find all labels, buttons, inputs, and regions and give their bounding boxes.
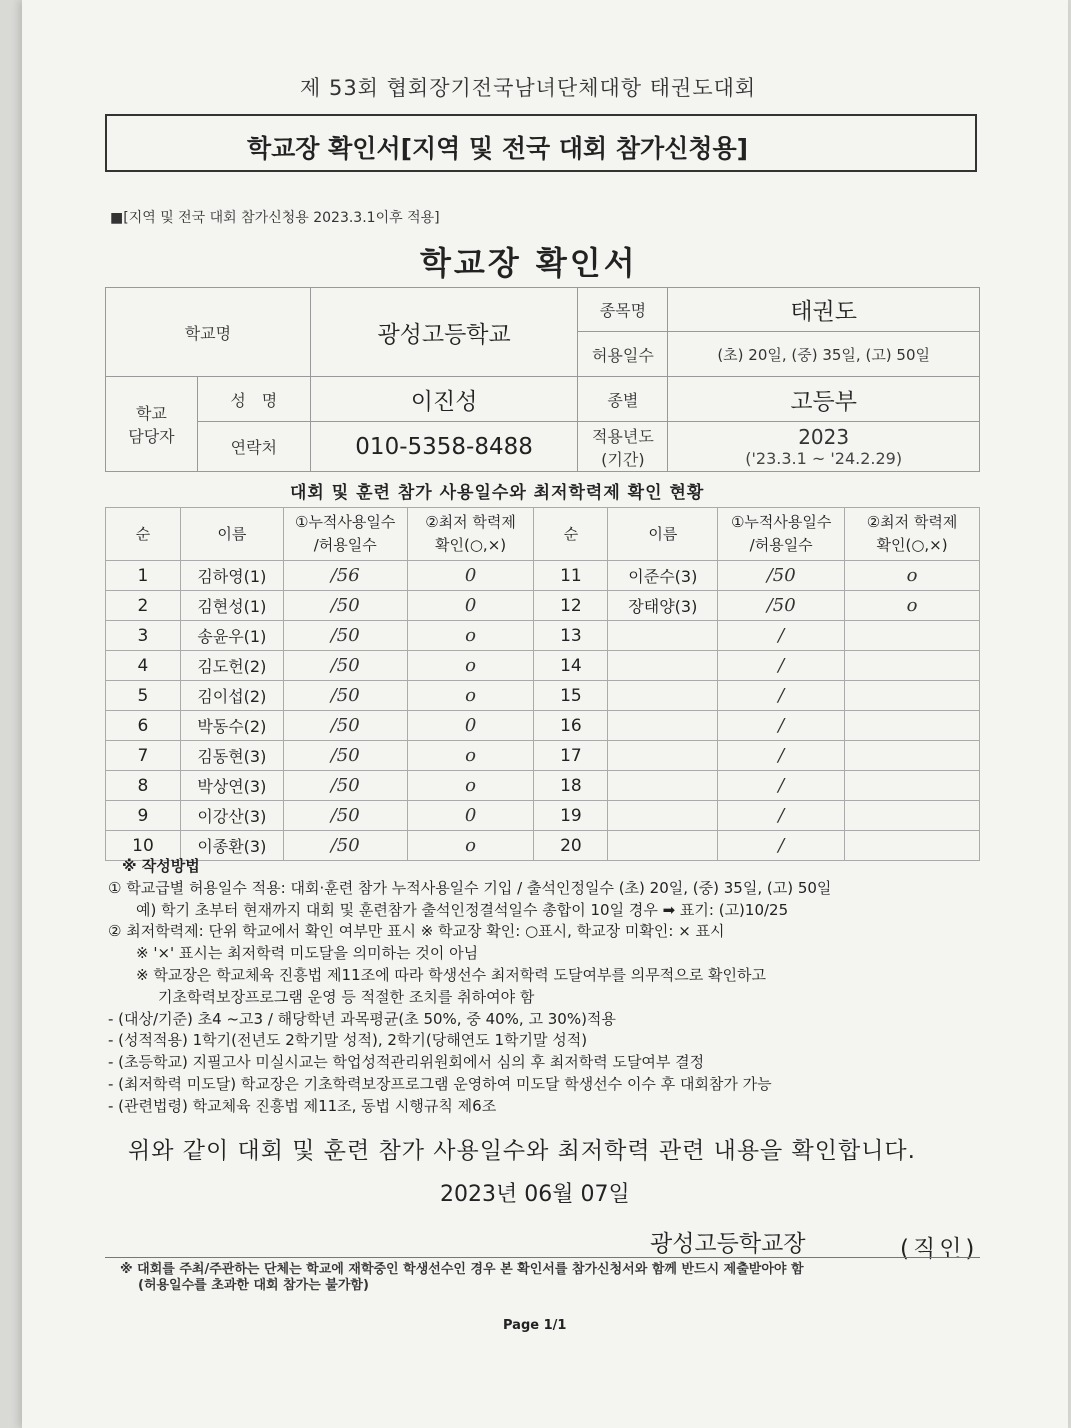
days-used: /50 (283, 621, 407, 651)
row-number: 9 (106, 801, 181, 831)
row-number: 7 (106, 741, 181, 771)
row-number: 10 (106, 831, 181, 861)
row-number: 15 (534, 681, 608, 711)
header-acad-line1: ②최저 학력제 (425, 513, 516, 531)
header-days-line2: /허용일수 (749, 536, 813, 554)
contact-label: 연락처 (197, 422, 310, 472)
header-days-line1: ①누적사용일수 (730, 513, 832, 531)
student-name: 송윤우(1) (180, 621, 283, 651)
academic-check: o (407, 831, 534, 861)
student-name: 이종환(3) (180, 831, 283, 861)
academic-check (845, 771, 980, 801)
days-used: /50 (718, 591, 845, 621)
table-row (106, 681, 980, 711)
days-used: /50 (283, 741, 407, 771)
header-no-left: 순 (106, 508, 181, 561)
note-item: - (초등학교) 지필고사 미실시교는 학업성적관리위원회에서 심의 후 최저학력 도달여부 결정 (108, 1053, 705, 1072)
footnote (120, 1262, 804, 1294)
school-name-label: 학교명 (106, 288, 311, 377)
period-value (668, 422, 980, 472)
academic-check: 0 (407, 711, 534, 741)
note-item: ② 최저학력제: 단위 학교에서 확인 여부만 표시 ※ 학교장 확인: ○표시, 학교장 미확인: × 표시 (108, 922, 725, 941)
days-used: / (718, 771, 845, 801)
contact-value: 010-5358-8488 (310, 422, 578, 472)
period-label-line2: (기간) (601, 449, 645, 469)
header-name-right: 이름 (608, 508, 718, 561)
sport-value: 태권도 (668, 288, 980, 332)
row-number: 3 (106, 621, 181, 651)
staff-name-value: 이진성 (310, 377, 578, 422)
student-name (608, 801, 718, 831)
row-number: 6 (106, 711, 181, 741)
row-number: 5 (106, 681, 181, 711)
academic-check: o (407, 771, 534, 801)
days-used: /50 (718, 561, 845, 591)
school-name-value: 광성고등학교 (310, 288, 578, 377)
confirmation-statement: 위와 같이 대회 및 훈련 참가 사용일수와 최저학력 관련 내용을 확인합니다. (128, 1138, 916, 1164)
academic-check: o (845, 561, 980, 591)
academic-check (845, 651, 980, 681)
header-acad-line2: 확인(○,×) (435, 536, 507, 554)
note-item: - (관련법령) 학교체육 진흥법 제11조, 동법 시행규칙 제6조 (108, 1096, 497, 1115)
period-label-line1: 적용년도 (591, 426, 654, 446)
principal-title: 광성고등학교장 (650, 1231, 806, 1257)
note-item: - (최저학력 미도달) 학교장은 기초학력보장프로그램 운영하여 미도달 학생선수 이수 후 대회참가 가능 (108, 1074, 772, 1093)
header-name-left: 이름 (180, 508, 283, 561)
student-name (608, 651, 718, 681)
row-number: 16 (534, 711, 608, 741)
staff-label-line1: 학교 (135, 404, 167, 423)
header-acad-left (407, 508, 534, 561)
table-row (106, 771, 980, 801)
academic-check (845, 711, 980, 741)
header-acad-line1: ②최저 학력제 (866, 513, 958, 531)
days-used: / (718, 801, 845, 831)
student-name (608, 621, 718, 651)
header-days-line2: /허용일수 (313, 536, 377, 554)
row-number: 2 (106, 591, 181, 621)
student-name: 김이섭(2) (180, 681, 283, 711)
header-days-left (283, 508, 407, 561)
note-item: 예) 학기 초부터 현재까지 대회 및 훈련참가 출석인정결석일수 총합이 10일 경우 ➡ 표기: (고)10/25 (136, 900, 789, 919)
note-item: ※ '×' 표시는 최저학력 미도달을 의미하는 것이 아님 (136, 944, 479, 963)
table-row (106, 591, 980, 621)
event-title: 제 53회 협회장기전국남녀단체대항 태권도대회 (300, 76, 757, 100)
days-used: /50 (283, 591, 407, 621)
header-acad-right (845, 508, 980, 561)
note-item: - (성적적용) 1학기(전년도 2학기말 성적), 2학기(당해연도 1학기말 성적) (108, 1031, 588, 1050)
footnote-line1: ※ 대회를 주최/주관하는 단체는 학교에 재학중인 학생선수인 경우 본 확인서를 참가신청서와 함께 반드시 제출받아야 함 (120, 1262, 804, 1277)
applicability-notice: ■[지역 및 전국 대회 참가신청용 2023.3.1이후 적용] (110, 210, 440, 226)
note-item: ※ 학교장은 학교체육 진흥법 제11조에 따라 학생선수 최저학력 도달여부를 의무적으로 확인하고 (136, 965, 766, 984)
academic-check: o (845, 591, 980, 621)
row-number: 12 (534, 591, 608, 621)
staff-name-label: 성 명 (197, 377, 310, 422)
division-label: 종별 (578, 377, 668, 422)
footnote-line2: (허용일수를 초과한 대회 참가는 불가함) (138, 1278, 369, 1293)
days-used: /56 (283, 561, 407, 591)
student-name: 이준수(3) (608, 561, 718, 591)
allowed-days-label: 허용일수 (578, 332, 668, 377)
table-row (106, 801, 980, 831)
academic-check (845, 621, 980, 651)
student-name: 박동수(2) (180, 711, 283, 741)
student-name: 김동현(3) (180, 741, 283, 771)
student-name: 김도헌(2) (180, 651, 283, 681)
days-used: /50 (283, 651, 407, 681)
table-row (106, 741, 980, 771)
period-range: ('23.3.1 ~ '24.2.29) (745, 449, 903, 468)
status-section-title: 대회 및 훈련 참가 사용일수와 최저학력제 확인 현황 (290, 483, 705, 503)
student-name (608, 681, 718, 711)
student-name: 박상연(3) (180, 771, 283, 801)
days-used: / (718, 741, 845, 771)
academic-check (845, 801, 980, 831)
academic-check: o (407, 651, 534, 681)
form-title-box (105, 114, 977, 172)
table-row (106, 651, 980, 681)
status-table (105, 507, 980, 861)
table-row (106, 711, 980, 741)
note-heading: ※ 작성방법 (122, 857, 200, 875)
table-row (106, 561, 980, 591)
days-used: / (718, 831, 845, 861)
academic-check: 0 (407, 591, 534, 621)
days-used: / (718, 681, 845, 711)
academic-check: o (407, 741, 534, 771)
row-number: 19 (534, 801, 608, 831)
academic-check: 0 (407, 801, 534, 831)
days-used: /50 (283, 801, 407, 831)
note-item: 기초학력보장프로그램 운영 등 적절한 조치를 취하여야 함 (158, 987, 535, 1006)
row-number: 14 (534, 651, 608, 681)
header-no-right: 순 (534, 508, 608, 561)
division-value: 고등부 (668, 377, 980, 422)
academic-check: o (407, 681, 534, 711)
header-days-right (718, 508, 845, 561)
note-item: - (대상/기준) 초4 ~고3 / 해당학년 과목평균(초 50%, 중 40%, 고 30%)적용 (108, 1009, 616, 1028)
note-item: ① 학교급별 허용일수 적용: 대회·훈련 참가 누적사용일수 기입 / 출석인정일수 (초) 20일, (중) 35일, (고) 50일 (108, 878, 832, 897)
student-name (608, 771, 718, 801)
page-number: Page 1/1 (503, 1318, 567, 1333)
days-used: /50 (283, 831, 407, 861)
row-number: 17 (534, 741, 608, 771)
sport-label: 종목명 (578, 288, 668, 332)
academic-check (845, 681, 980, 711)
issue-date: 2023년 06월 07일 (440, 1182, 630, 1207)
academic-check: 0 (407, 561, 534, 591)
form-title: 학교장 확인서[지역 및 전국 대회 참가신청용] (247, 134, 749, 163)
days-used: / (718, 621, 845, 651)
days-used: /50 (283, 711, 407, 741)
row-number: 11 (534, 561, 608, 591)
period-label (578, 422, 668, 472)
student-name (608, 741, 718, 771)
student-name: 장태양(3) (608, 591, 718, 621)
school-info-table (105, 287, 980, 472)
days-used: / (718, 711, 845, 741)
student-name: 김현성(1) (180, 591, 283, 621)
student-name: 이강산(3) (180, 801, 283, 831)
academic-check: o (407, 621, 534, 651)
student-name: 김하영(1) (180, 561, 283, 591)
row-number: 20 (534, 831, 608, 861)
student-name (608, 711, 718, 741)
days-used: / (718, 651, 845, 681)
row-number: 8 (106, 771, 181, 801)
official-seal: (직인) (900, 1236, 979, 1262)
row-number: 1 (106, 561, 181, 591)
period-year: 2023 (798, 425, 850, 449)
row-number: 18 (534, 771, 608, 801)
days-used: /50 (283, 771, 407, 801)
table-row (106, 621, 980, 651)
header-acad-line2: 확인(○,×) (876, 536, 948, 554)
header-days-line1: ①누적사용일수 (295, 513, 396, 531)
divider (105, 1257, 980, 1258)
staff-label (106, 377, 198, 472)
allowed-days-value: (초) 20일, (중) 35일, (고) 50일 (668, 332, 980, 377)
row-number: 13 (534, 621, 608, 651)
staff-label-line2: 담당자 (128, 427, 175, 446)
writing-instructions (108, 856, 978, 1118)
document-title: 학교장 확인서 (420, 244, 638, 282)
academic-check (845, 741, 980, 771)
row-number: 4 (106, 651, 181, 681)
days-used: /50 (283, 681, 407, 711)
